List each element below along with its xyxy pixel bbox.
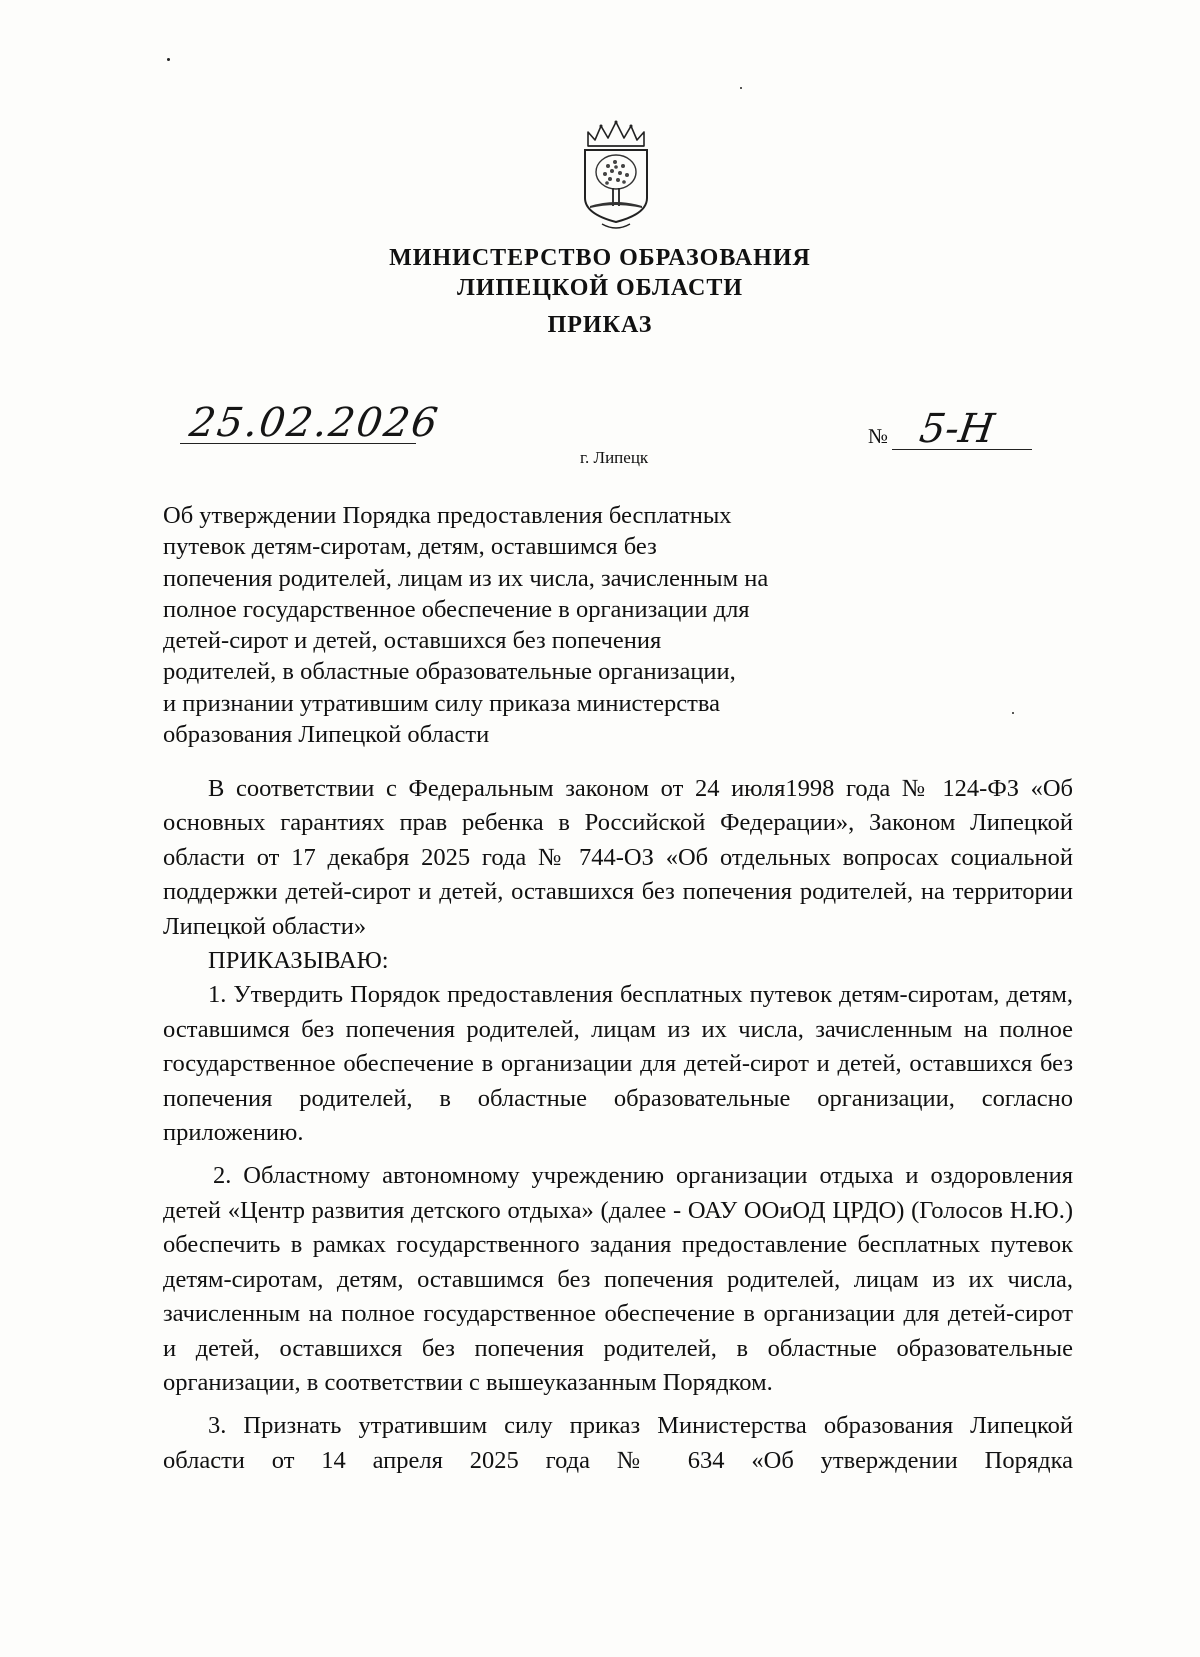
subject-line: путевок детям-сиротам, детям, оставшимся без <box>163 533 657 561</box>
ministry-name <box>0 243 1200 303</box>
ministry-name-line-2: ЛИПЕЦКОЙ ОБЛАСТИ <box>457 275 743 301</box>
number-underline <box>892 449 1032 450</box>
preamble-paragraph: В соответствии с Федеральным законом от 24 июля1998 года № 124-ФЗ «Об основных гарантиях прав ребенка в Российской Федерации», Законом Липецкой области от 17 декабря 2025 года № 744-ОЗ «Об отдельных вопросах социальной поддержки детей-сирот и детей, оставшихся без попечения родителей, на территории Липецкой области» <box>163 775 1073 940</box>
date-underline <box>180 443 416 444</box>
subject-line: образования Липецкой области <box>163 721 490 749</box>
scan-speck <box>167 58 170 61</box>
scan-speck <box>1012 712 1014 714</box>
ministry-name-line-1: МИНИСТЕРСТВО ОБРАЗОВАНИЯ <box>389 245 811 271</box>
subject-line: и признании утратившим силу приказа министерства <box>163 689 720 717</box>
subject-line: полное государственное обеспечение в организации для <box>163 595 750 623</box>
order-word: ПРИКАЗЫВАЮ: <box>208 947 389 975</box>
order-body <box>163 772 1073 1478</box>
subject-line: родителей, в областные образовательные организации, <box>163 658 736 686</box>
coat-of-arms-icon <box>580 118 652 230</box>
city: г. Липецк <box>580 448 649 467</box>
order-date: 25.02.2026 <box>186 400 443 446</box>
order-item-3: 3. Признать утратившим силу приказ Министерства образования Липецкой области от 14 апреля 2025 года № 634 «Об утверждении Порядка <box>163 1412 1073 1474</box>
order-item-2: 2. Областному автономному учреждению организации отдыха и оздоровления детей «Центр развития детского отдыха» (далее - ОАУ ООиОД ЦРДО) (Голосов Н.Ю.) обеспечить в рамках государственного задания предоставление бесплатных путевок детям-сиротам, детям, оставшимся без попечения родителей, лицам из их числа, зачисленным на полное государственное обеспечение в организации для детей-сирот и детей, оставшихся без попечения родителей, в областные образовательные организации, в соответствии с вышеуказанным Порядком. <box>163 1162 1073 1396</box>
order-item-1: 1. Утвердить Порядок предоставления бесплатных путевок детям-сиротам, детям, оставшимся без попечения родителей, лицам из их числа, зачисленным на полное государственное обеспечение в организации для детей-сирот и детей, оставшихся без попечения родителей, в областные образовательные организации, согласно приложению. <box>163 981 1073 1147</box>
document-type: ПРИКАЗ <box>547 312 653 338</box>
subject-line: попечения родителей, лицам из их числа, зачисленным на <box>163 564 769 592</box>
number-sign: № <box>868 424 889 448</box>
subject-line: Об утверждении Порядка предоставления бесплатных <box>163 502 732 529</box>
order-number: 5-Н <box>916 406 998 452</box>
scan-speck <box>740 87 742 89</box>
order-subject <box>163 500 863 750</box>
subject-line: детей-сирот и детей, оставшихся без попечения <box>163 627 662 655</box>
